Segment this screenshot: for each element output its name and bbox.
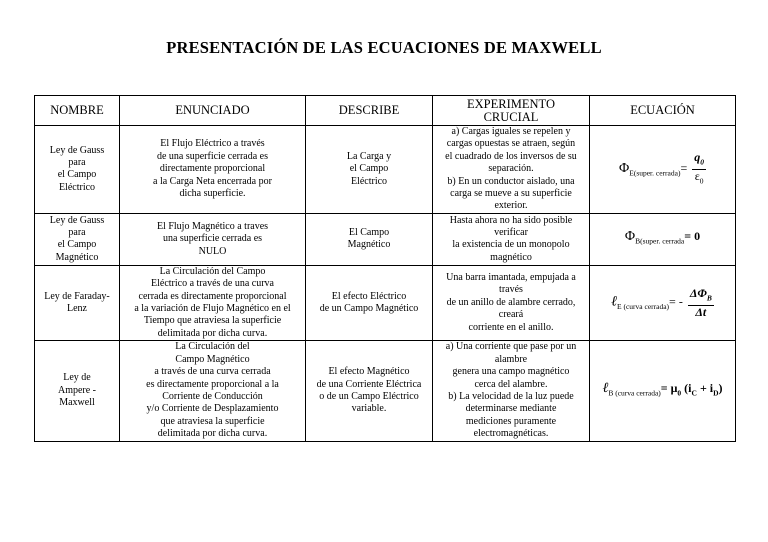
cell-ecuacion bbox=[590, 126, 736, 214]
text-line: Una barra imantada, empujada a bbox=[446, 272, 576, 284]
fraction-denominator bbox=[692, 170, 706, 188]
text-line: carga se mueve a su superficie bbox=[450, 188, 572, 200]
text-line: El efecto Eléctrico bbox=[331, 290, 407, 302]
text-line: o de un Campo Eléctrico bbox=[319, 390, 419, 402]
fraction bbox=[688, 287, 714, 318]
cell-enunciado bbox=[120, 126, 306, 214]
text-line: el Campo bbox=[57, 239, 97, 251]
circulation-symbol: ℓ bbox=[611, 294, 617, 310]
num-text: q bbox=[694, 150, 701, 165]
ic-sub: C bbox=[691, 388, 697, 398]
text-line: Magnético bbox=[55, 251, 99, 263]
text-line: delimitada por dicha curva. bbox=[157, 428, 268, 440]
text-line: de una superficie cerrada es bbox=[156, 150, 269, 162]
fraction bbox=[692, 151, 706, 188]
cell-describe bbox=[306, 213, 433, 265]
text-line: creará bbox=[498, 309, 524, 321]
text-line: Eléctrico bbox=[58, 181, 96, 193]
fraction-numerator bbox=[692, 151, 706, 170]
text-line: La Circulación del Campo bbox=[159, 265, 266, 277]
den-sub: 0 bbox=[699, 176, 704, 186]
text-line: para bbox=[68, 226, 86, 238]
text-line: El Flujo Eléctrico a través bbox=[160, 138, 265, 150]
text-line: es directamente proporcional a la bbox=[146, 378, 279, 390]
text-line: La Circulación del bbox=[175, 341, 250, 353]
header-row bbox=[35, 96, 736, 126]
table-row bbox=[35, 265, 736, 340]
text-line: cerrada es directamente proporcional bbox=[138, 290, 287, 302]
text-line: b) La velocidad de la luz puede bbox=[448, 390, 574, 402]
text-line: de un Campo Magnético bbox=[319, 303, 419, 315]
text-line: el cuadrado de los inversos de su bbox=[445, 150, 577, 162]
header-experimento-line-2: CRUCIAL bbox=[483, 109, 539, 124]
eq-subscript: E(super. cerrada) bbox=[629, 168, 681, 178]
eq-subscript: E (curva cerrada) bbox=[617, 302, 670, 312]
header-ecuacion: ECUACIÓN bbox=[590, 96, 736, 126]
text-line: Ley de Faraday- bbox=[44, 290, 110, 302]
cell-enunciado bbox=[120, 265, 306, 340]
text-line: el Campo bbox=[349, 163, 389, 175]
header-experimento-line-1: EXPERIMENTO bbox=[467, 96, 555, 111]
id-sub: D bbox=[713, 388, 719, 398]
cell-experimento bbox=[433, 341, 590, 441]
mu-sub: 0 bbox=[677, 388, 682, 398]
text-line: a través de una curva cerrada bbox=[154, 366, 271, 378]
num-text: ΔΦ bbox=[689, 286, 707, 301]
text-line: El Flujo Magnético a traves bbox=[156, 220, 269, 232]
text-line: la existencia de un monopolo bbox=[452, 239, 570, 251]
text-line: electromagnéticas. bbox=[473, 428, 549, 440]
cell-describe bbox=[306, 126, 433, 214]
cell-nombre bbox=[35, 213, 120, 265]
text-line: través bbox=[499, 284, 523, 296]
eq-sign: = bbox=[680, 161, 688, 176]
text-line: magnético bbox=[490, 251, 532, 263]
text-line: NULO bbox=[198, 245, 227, 257]
text-line: Lenz bbox=[67, 303, 87, 315]
text-line: mediciones puramente bbox=[465, 415, 557, 427]
fraction-denominator bbox=[688, 306, 714, 318]
eq-plus: + i bbox=[696, 381, 714, 395]
cell-experimento bbox=[433, 265, 590, 340]
maxwell-table bbox=[34, 95, 736, 442]
cell-ecuacion bbox=[590, 213, 736, 265]
text-line: a) Una corriente que pase por un bbox=[445, 341, 577, 353]
eq-rhs: = μ bbox=[660, 381, 678, 395]
text-line: directamente proporcional bbox=[159, 163, 266, 175]
eq-subscript: B (curva cerrada) bbox=[608, 388, 661, 398]
text-line: que atraviesa la superficie bbox=[160, 415, 265, 427]
eq-rhs-2: (i bbox=[681, 381, 692, 395]
num-sub: B bbox=[706, 293, 712, 303]
cell-nombre bbox=[35, 341, 120, 441]
phi-symbol: Φ bbox=[624, 229, 636, 245]
text-line: Hasta ahora no ha sido posible bbox=[449, 214, 573, 226]
text-line: delimitada por dicha curva. bbox=[157, 327, 268, 339]
text-line: Magnético bbox=[347, 239, 391, 251]
text-line: el Campo bbox=[57, 169, 97, 181]
header-enunciado: ENUNCIADO bbox=[120, 96, 306, 126]
text-line: cerca del alambre. bbox=[474, 378, 548, 390]
text-line: El Campo bbox=[348, 226, 390, 238]
eq-subscript: B(super. cerrada bbox=[635, 236, 685, 246]
cell-enunciado bbox=[120, 341, 306, 441]
cell-enunciado bbox=[120, 213, 306, 265]
den-text: Δt bbox=[695, 305, 707, 320]
text-line: a) Cargas iguales se repelen y bbox=[451, 126, 571, 137]
text-line: exterior. bbox=[494, 200, 528, 212]
cell-ecuacion bbox=[590, 265, 736, 340]
text-line: de una Corriente Eléctrica bbox=[316, 378, 422, 390]
text-line: determinarse mediante bbox=[465, 403, 557, 415]
page-title: PRESENTACIÓN DE LAS ECUACIONES DE MAXWELL bbox=[166, 38, 602, 57]
header-experimento bbox=[433, 96, 590, 126]
header-nombre: NOMBRE bbox=[35, 96, 120, 126]
text-line: El efecto Magnético bbox=[328, 366, 410, 378]
table-row bbox=[35, 126, 736, 214]
eq-close: ) bbox=[718, 381, 723, 395]
text-line: de un anillo de alambre cerrado, bbox=[446, 296, 576, 308]
text-line: Tiempo que atraviesa la superficie bbox=[143, 315, 282, 327]
text-line: dicha superficie. bbox=[179, 188, 246, 200]
text-line: una superficie cerrada es bbox=[162, 233, 263, 245]
cell-ecuacion bbox=[590, 341, 736, 441]
text-line: La Carga y bbox=[346, 150, 392, 162]
text-line: b) En un conductor aislado, una bbox=[447, 175, 575, 187]
table-row bbox=[35, 213, 736, 265]
text-line: Maxwell bbox=[59, 397, 95, 409]
text-line: alambre bbox=[494, 353, 528, 365]
text-line: verificar bbox=[494, 226, 528, 238]
cell-experimento bbox=[433, 213, 590, 265]
cell-nombre bbox=[35, 265, 120, 340]
text-line: para bbox=[68, 157, 86, 169]
cell-experimento bbox=[433, 126, 590, 214]
table-row bbox=[35, 341, 736, 441]
text-line: Corriente de Conducción bbox=[162, 390, 263, 402]
text-line: a la variación de Flujo Magnético en el bbox=[134, 303, 291, 315]
phi-symbol: Φ bbox=[619, 161, 630, 177]
fraction-numerator bbox=[688, 287, 714, 306]
text-line: Campo Magnético bbox=[175, 353, 250, 365]
text-line: separación. bbox=[488, 163, 534, 175]
circulation-symbol: ℓ bbox=[602, 381, 609, 396]
text-line: genera una campo magnético bbox=[452, 366, 570, 378]
text-line: Ley de Gauss bbox=[49, 214, 105, 226]
header-describe: DESCRIBE bbox=[306, 96, 433, 126]
text-line: y/o Corriente de Desplazamiento bbox=[146, 403, 279, 415]
cell-nombre bbox=[35, 126, 120, 214]
cell-describe bbox=[306, 265, 433, 340]
eq-rhs: = 0 bbox=[684, 229, 701, 244]
text-line: Ley de bbox=[63, 372, 91, 384]
text-line: corriente en el anillo. bbox=[468, 321, 554, 333]
cell-describe bbox=[306, 341, 433, 441]
text-line: variable. bbox=[351, 403, 387, 415]
den-text: ε bbox=[694, 168, 700, 183]
text-line: Ampere - bbox=[57, 384, 97, 396]
text-line: Eléctrico a través de una curva bbox=[151, 278, 274, 290]
eq-sign: = - bbox=[669, 294, 683, 309]
text-line: a la Carga Neta encerrada por bbox=[153, 175, 272, 187]
num-sub: 0 bbox=[700, 157, 704, 167]
text-line: Eléctrico bbox=[350, 175, 388, 187]
text-line: cargas opuestas se atraen, según bbox=[446, 138, 576, 150]
text-line: Ley de Gauss bbox=[49, 144, 105, 156]
